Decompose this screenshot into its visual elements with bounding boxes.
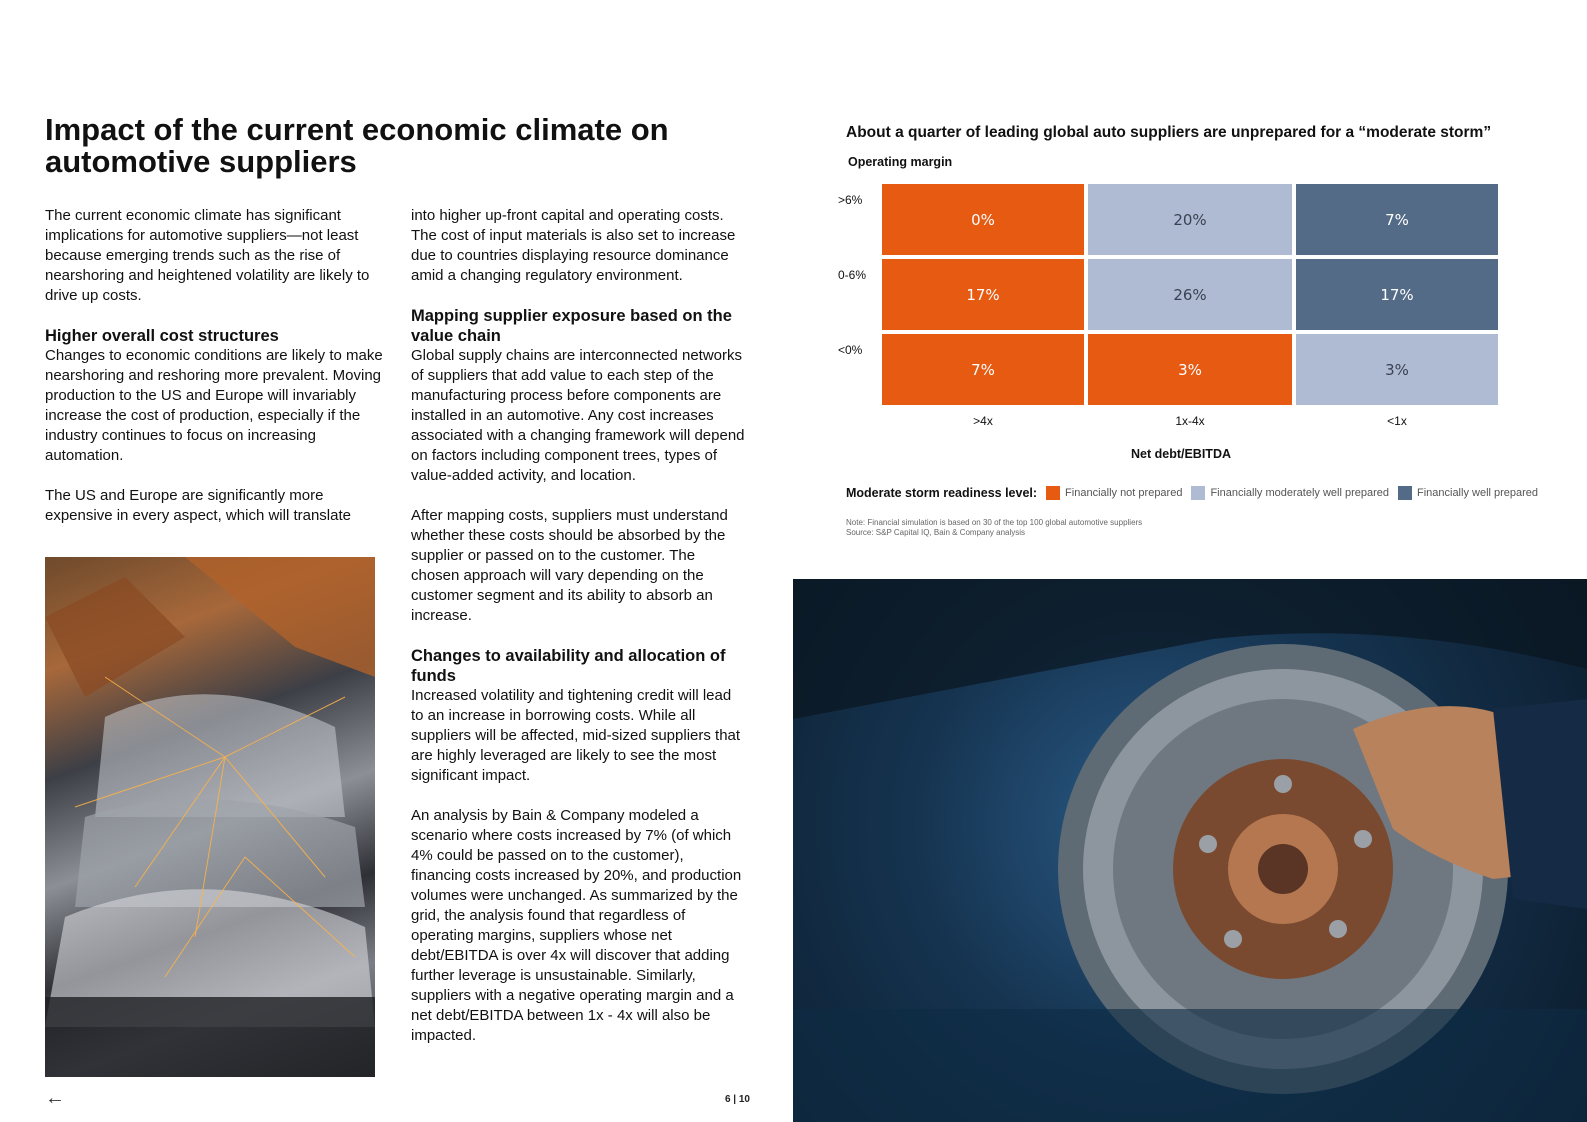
- chart-legend: [846, 485, 1547, 501]
- legend-label-moderately-prepared: Financially moderately well prepared: [1210, 487, 1389, 499]
- brake-disc-illustration: [793, 579, 1587, 1122]
- row-label: >6%: [838, 192, 863, 207]
- heatmap-cell: 3%: [1296, 334, 1498, 405]
- legend-title: Moderate storm readiness level:: [846, 486, 1038, 500]
- cost-structures-paragraph: Changes to economic conditions are likely to make nearshoring and reshoring more prevalent. Moving production to the US and Europe will invariably increase the cost of production, especially if the industry continues to focus on increasing automation.: [45, 347, 383, 464]
- heatmap-cell: 7%: [1296, 184, 1498, 255]
- section-heading-value-chain: Mapping supplier exposure based on the value chain: [411, 307, 732, 345]
- costs-continued-paragraph: into higher up-front capital and operating costs. The cost of input materials is also set to increase due to countries displaying resource dominance amid a changing regulatory environment.: [411, 207, 736, 284]
- value-chain-paragraph: Global supply chains are interconnected networks of suppliers that add value to each step of the manufacturing process before components are installed in an automotive. Any cost increases associated with a changing framework will depend on factors including component trees, types of value-added activity, and location.: [411, 347, 745, 484]
- section-heading-funds: Changes to availability and allocation of funds: [411, 647, 726, 685]
- column-label: <1x: [1387, 414, 1407, 428]
- legend-label-well-prepared: Financially well prepared: [1416, 487, 1539, 499]
- y-axis-title: Operating margin: [848, 155, 953, 169]
- x-axis-title: Net debt/EBITDA: [1131, 447, 1231, 461]
- brake-disc-mechanic-photo: [793, 579, 1587, 1122]
- us-europe-paragraph: The US and Europe are significantly more expensive in every aspect, which will translate: [45, 487, 351, 524]
- heatmap-cell: 3%: [1088, 334, 1292, 405]
- heatmap-cell: 17%: [882, 259, 1084, 330]
- chart-title: About a quarter of leading global auto suppliers are unprepared for a “moderate storm”: [846, 124, 1492, 141]
- heatmap-cell: 7%: [882, 334, 1084, 405]
- bain-analysis-paragraph: An analysis by Bain & Company modeled a scenario where costs increased by 7% (of which 4% could be passed on to the customer), financing costs increased by 20%, and production volumes were unchanged. As summarized by the grid, the analysis found that regardless of operating margins, suppliers whose net debt/EBITDA is over 4x will discover that adding further leverage is unsustainable. Similarly, suppliers with a negative operating margin and a net debt/EBITDA between 1x - 4x will also be impacted.: [411, 807, 742, 1044]
- legend-swatch-not-prepared: [1046, 486, 1060, 500]
- intro-paragraph: The current economic climate has significant implications for automotive suppliers—not least because emerging trends such as the rise of nearshoring and heightened volatility are likely to drive up costs.: [45, 207, 370, 304]
- heatmap-cell: 20%: [1088, 184, 1292, 255]
- heatmap-cell: 0%: [882, 184, 1084, 255]
- page-title: Impact of the current economic climate on automotive suppliers: [45, 112, 669, 179]
- funds-paragraph: Increased volatility and tightening credit will lead to an increase in borrowing costs. While all suppliers will be affected, mid-sized suppliers that are highly leveraged are likely to see the most significant impact.: [411, 687, 741, 784]
- heatmap-cell: 26%: [1088, 259, 1292, 330]
- after-mapping-paragraph: After mapping costs, suppliers must understand whether these costs should be absorbed by the supplier or passed on to the customer. The chosen approach will vary depending on the customer segment and its ability to absorb an increase.: [411, 507, 728, 624]
- article-column-1: [45, 206, 385, 546]
- column-label: 1x-4x: [1175, 414, 1205, 428]
- section-heading-cost-structures: Higher overall cost structures: [45, 327, 279, 345]
- car-factory-illustration: [45, 557, 375, 1077]
- heatmap-cell: 17%: [1296, 259, 1498, 330]
- legend-swatch-well-prepared: [1398, 486, 1412, 500]
- row-label: <0%: [838, 342, 863, 357]
- article-column-2: [411, 206, 746, 1066]
- legend-swatch-moderately-prepared: [1191, 486, 1205, 500]
- arrow-left-icon[interactable]: ←: [45, 1087, 65, 1109]
- car-factory-welding-photo: [45, 557, 375, 1077]
- chart-note: Note: Financial simulation is based on 30 of the top 100 global automotive suppliers: [846, 518, 1143, 527]
- row-label: 0-6%: [838, 267, 867, 282]
- column-label: >4x: [973, 414, 993, 428]
- page-number: 6 | 10: [724, 1094, 750, 1105]
- legend-label-not-prepared: Financially not prepared: [1065, 487, 1183, 499]
- chart-source: Source: S&P Capital IQ, Bain & Company analysis: [846, 528, 1026, 537]
